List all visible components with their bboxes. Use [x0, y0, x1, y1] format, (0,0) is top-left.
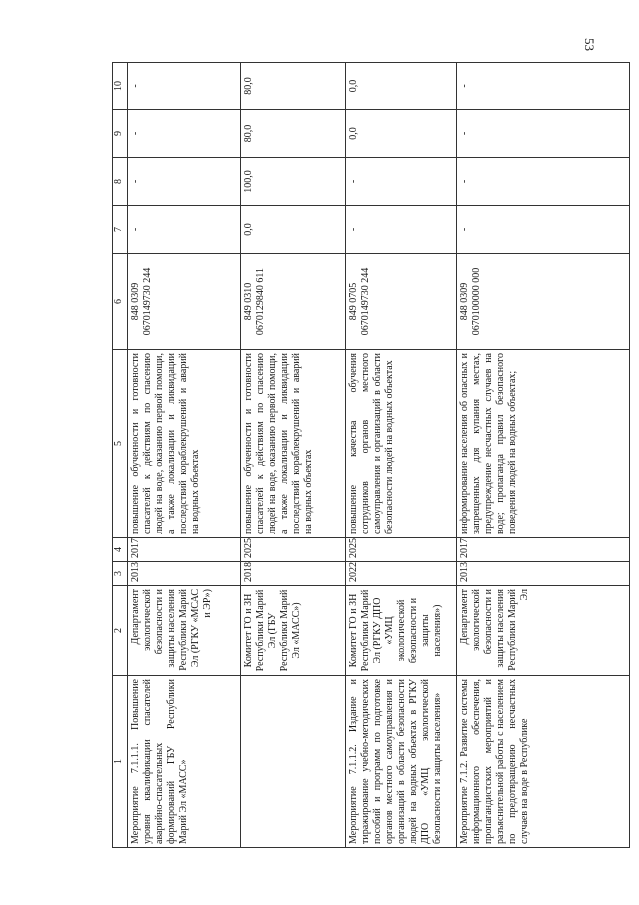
measure-cell	[241, 676, 346, 848]
value-cell: 0,0	[241, 206, 346, 254]
rotated-document	[112, 63, 630, 848]
table-row	[457, 63, 630, 848]
start-year-cell: 2013	[457, 562, 630, 586]
result-cell: информирование населения об опасных и запрещенных для купания местах, предупреждение несчастных случаев на воде; пропаганда правил безопасного поведения людей на водных объектах;	[457, 350, 630, 538]
result-cell: повышение качества обучения сотрудников органов местного самоуправления и организаций в области безопасности людей на водных объектах	[346, 350, 457, 538]
table-row	[128, 63, 241, 848]
end-year-cell: 2025	[241, 538, 346, 562]
col-header: 7	[113, 206, 128, 254]
measure-cell: Мероприятие 7.1.2. Развитие системы информационного обеспечения, пропагандистских мероприятий и разъяснительной работы с населением по предотвращению несчастных случаев на воде в Республике	[457, 676, 630, 848]
col-header: 1	[113, 676, 128, 848]
value-cell: -	[128, 63, 241, 110]
measure-cell: Мероприятие 7.1.1.1. Повышение уровня квалификации спасателей аварийно-спасательных формирований ГБУ Республики Марий Эл «МАСС»	[128, 676, 241, 848]
executor-cell: Департамент экологической безопасности и защиты населения Республики Марий Эл (РГКУ «МСАС и ЭР»)	[128, 586, 241, 676]
value-cell: 0,0	[346, 110, 457, 158]
value-cell: -	[346, 206, 457, 254]
table-row	[346, 63, 457, 848]
budget-code-cell: 849 0310 0670129840 611	[241, 254, 346, 350]
measure-cell: Мероприятие 7.1.1.2. Издание и тиражирование учебно-методических пособий и программ по подготовке органов местного самоуправления и организаций в области безопасности людей на водных объектах в РГКУ ДПО «УМЦ экологической безопасности и защиты населения»	[346, 676, 457, 848]
col-header: 2	[113, 586, 128, 676]
executor-cell: Комитет ГО и ЗН Республики Марий Эл (РГКУ ДПО «УМЦ экологической безопасности и защиты населения»)	[346, 586, 457, 676]
col-header: 10	[113, 63, 128, 110]
value-cell: -	[457, 110, 630, 158]
value-cell: -	[128, 158, 241, 206]
page-number: 53	[582, 38, 597, 51]
col-header: 8	[113, 158, 128, 206]
end-year-cell: 2017	[128, 538, 241, 562]
value-cell: -	[128, 110, 241, 158]
result-cell: повышение обученности и готовности спасателей к действиям по спасению людей на воде, оказанию первой помощи, а также локализации и ликвидации последствий кораблекрушений и аварий на водных объектах	[128, 350, 241, 538]
result-cell: повышение обученности и готовности спасателей к действиям по спасению людей на воде, оказанию первой помощи, а также локализации и ликвидации последствий кораблекрушений и аварий на водных объектах	[241, 350, 346, 538]
budget-code-cell: 848 0309 0670100000 000	[457, 254, 630, 350]
end-year-cell: 2025	[346, 538, 457, 562]
budget-code-cell: 848 0309 0670149730 244	[128, 254, 241, 350]
value-cell: -	[128, 206, 241, 254]
budget-code-cell: 849 0705 0670149730 244	[346, 254, 457, 350]
end-year-cell: 2017	[457, 538, 630, 562]
header-row	[113, 63, 128, 848]
executor-cell: Комитет ГО и ЗН Республики Марий Эл (ГБУ Республики Марий Эл «МАСС»)	[241, 586, 346, 676]
col-header: 4	[113, 538, 128, 562]
value-cell: 100,0	[241, 158, 346, 206]
measures-table	[112, 62, 630, 848]
value-cell: -	[346, 158, 457, 206]
value-cell: 80,0	[241, 110, 346, 158]
value-cell: 0,0	[346, 63, 457, 110]
start-year-cell: 2013	[128, 562, 241, 586]
value-cell: -	[457, 158, 630, 206]
start-year-cell: 2018	[241, 562, 346, 586]
col-header: 9	[113, 110, 128, 158]
col-header: 5	[113, 350, 128, 538]
col-header: 3	[113, 562, 128, 586]
start-year-cell: 2022	[346, 562, 457, 586]
table-row	[241, 63, 346, 848]
value-cell: -	[457, 206, 630, 254]
value-cell: 80,0	[241, 63, 346, 110]
value-cell: -	[457, 63, 630, 110]
executor-cell: Департамент экологической безопасности и защиты населения Республики Марий Эл	[457, 586, 630, 676]
col-header: 6	[113, 254, 128, 350]
